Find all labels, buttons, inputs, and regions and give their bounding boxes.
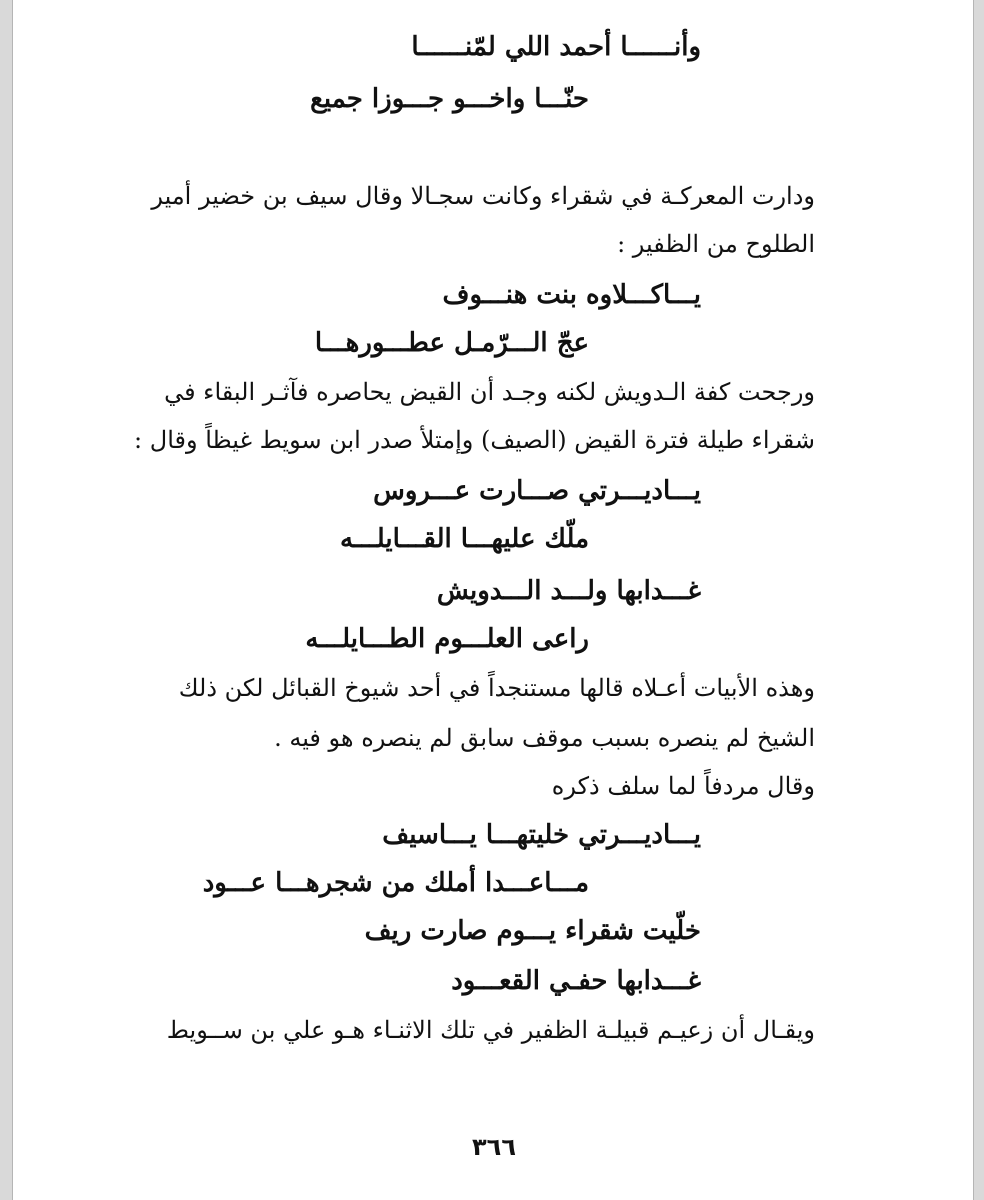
prose-line: وهذه الأبيات أعـلاه قالها مستنجداً في أحد شيوخ القبائل لكن ذلك xyxy=(178,674,815,702)
verse-line: عجّ الـــرّمـل عطـــورهـــا xyxy=(314,328,589,358)
verse-line: وأنــــــا أحمد اللي لمّنــــــا xyxy=(411,32,701,62)
verse-line: خلّيت شقراء يـــوم صارت ريف xyxy=(364,916,701,946)
verse-line: غـــدابها حفـي القعـــود xyxy=(451,966,701,996)
verse-line: حنّـــا واخـــو جـــوزا جميع xyxy=(310,84,589,114)
prose-line: الشيخ لم ينصره بسبب موقف سابق لم ينصره هو فيه . xyxy=(274,724,815,752)
verse-line: يـــاديـــرتي خليتهـــا يـــاسيف xyxy=(382,820,701,850)
prose-line: ورجحت كفة الـدويش لكنه وجـد أن القيض يحاصره فآثـر البقاء في xyxy=(164,378,815,406)
prose-line: ويقـال أن زعيـم قبيلـة الظفير في تلك الاثنـاء هـو علي بن ســويط xyxy=(166,1016,815,1044)
book-page xyxy=(12,0,974,1200)
verse-line: غـــدابها ولـــد الـــدويش xyxy=(436,576,701,606)
prose-line: ودارت المعركـة في شقراء وكانت سجـالا وقال سيف بن خضير أمير xyxy=(151,182,815,210)
page-number: ٣٦٦ xyxy=(472,1133,516,1161)
verse-line: ملّك عليهـــا القـــايلـــه xyxy=(340,524,589,554)
verse-line: راعى العلـــوم الطـــايلـــه xyxy=(305,624,589,654)
verse-line: يـــاديـــرتي صـــارت عـــروس xyxy=(373,476,701,506)
prose-line: وقال مردفاً لما سلف ذكره xyxy=(551,772,815,800)
prose-line: شقراء طيلة فترة القيض (الصيف) وإمتلأ صدر ابن سويط غيظاً وقال : xyxy=(134,426,815,454)
verse-line: يـــاكـــلاوه بنت هنـــوف xyxy=(442,280,701,310)
prose-line: الطلوح من الظفير : xyxy=(617,230,815,258)
verse-line: مـــاعـــدا أملك من شجرهـــا عـــود xyxy=(202,868,589,898)
